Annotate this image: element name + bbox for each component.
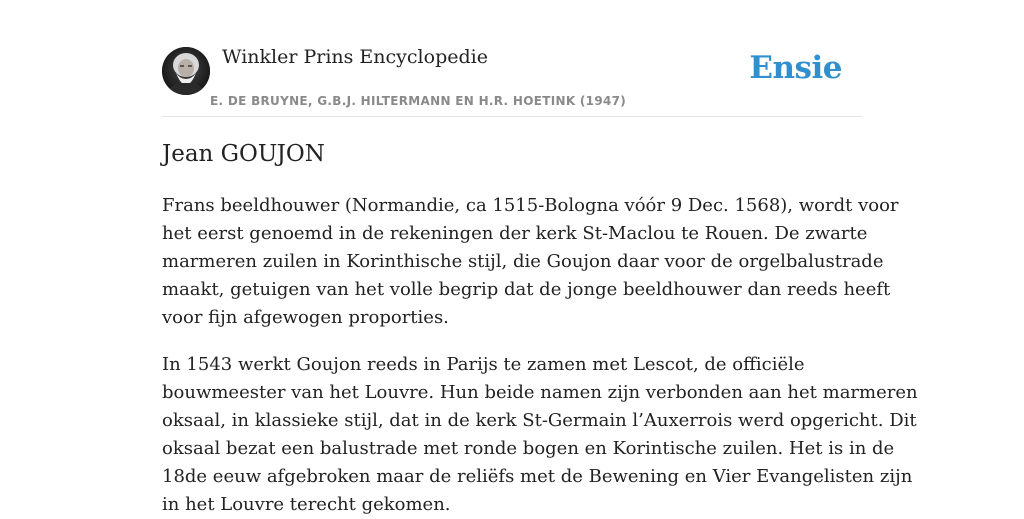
page bbox=[162, 0, 918, 515]
article-paragraph-1 bbox=[162, 192, 899, 332]
paragraph-line: oksaal bezat een balustrade met ronde bogen en Korintische zuilen. Het is in de bbox=[162, 438, 895, 459]
paragraph-line: oksaal, in klassieke stijl, dat in de kerk St-Germain l’Auxerrois werd opgericht. Dit bbox=[162, 410, 917, 431]
paragraph-line: in het Louvre terecht gekomen. bbox=[162, 494, 451, 515]
paragraph-line: 18de eeuw afgebroken maar de reliëfs met de Bewening en Vier Evangelisten zijn bbox=[162, 466, 913, 487]
portrait-image bbox=[162, 47, 210, 95]
paragraph-line: Frans beeldhouwer (Normandie, ca 1515-Bologna vóór 9 Dec. 1568), wordt voor bbox=[162, 195, 899, 216]
article-paragraph-2 bbox=[162, 351, 918, 519]
site-title[interactable]: Winkler Prins Encyclopedie bbox=[222, 46, 488, 68]
paragraph-line: bouwmeester van het Louvre. Hun beide namen zijn verbonden aan het marmeren bbox=[162, 382, 918, 403]
paragraph-line: maakt, getuigen van het volle begrip dat de jonge beeldhouwer dan reeds heeft bbox=[162, 279, 891, 300]
paragraph-line: In 1543 werkt Goujon reeds in Parijs te zamen met Lescot, de officiële bbox=[162, 354, 805, 375]
site-header bbox=[162, 0, 862, 117]
ensie-logo[interactable]: Ensie bbox=[749, 50, 842, 86]
article-title: Jean GOUJON bbox=[162, 141, 325, 167]
author-portrait-avatar bbox=[162, 47, 210, 95]
site-authors: E. DE BRUYNE, G.B.J. HILTERMANN EN H.R. HOETINK (1947) bbox=[210, 94, 627, 108]
paragraph-line: het eerst genoemd in de rekeningen der kerk St-Maclou te Rouen. De zwarte bbox=[162, 223, 868, 244]
paragraph-line: voor fijn afgewogen proporties. bbox=[162, 307, 449, 328]
paragraph-line: marmeren zuilen in Korinthische stijl, die Goujon daar voor de orgelbalustrade bbox=[162, 251, 884, 272]
